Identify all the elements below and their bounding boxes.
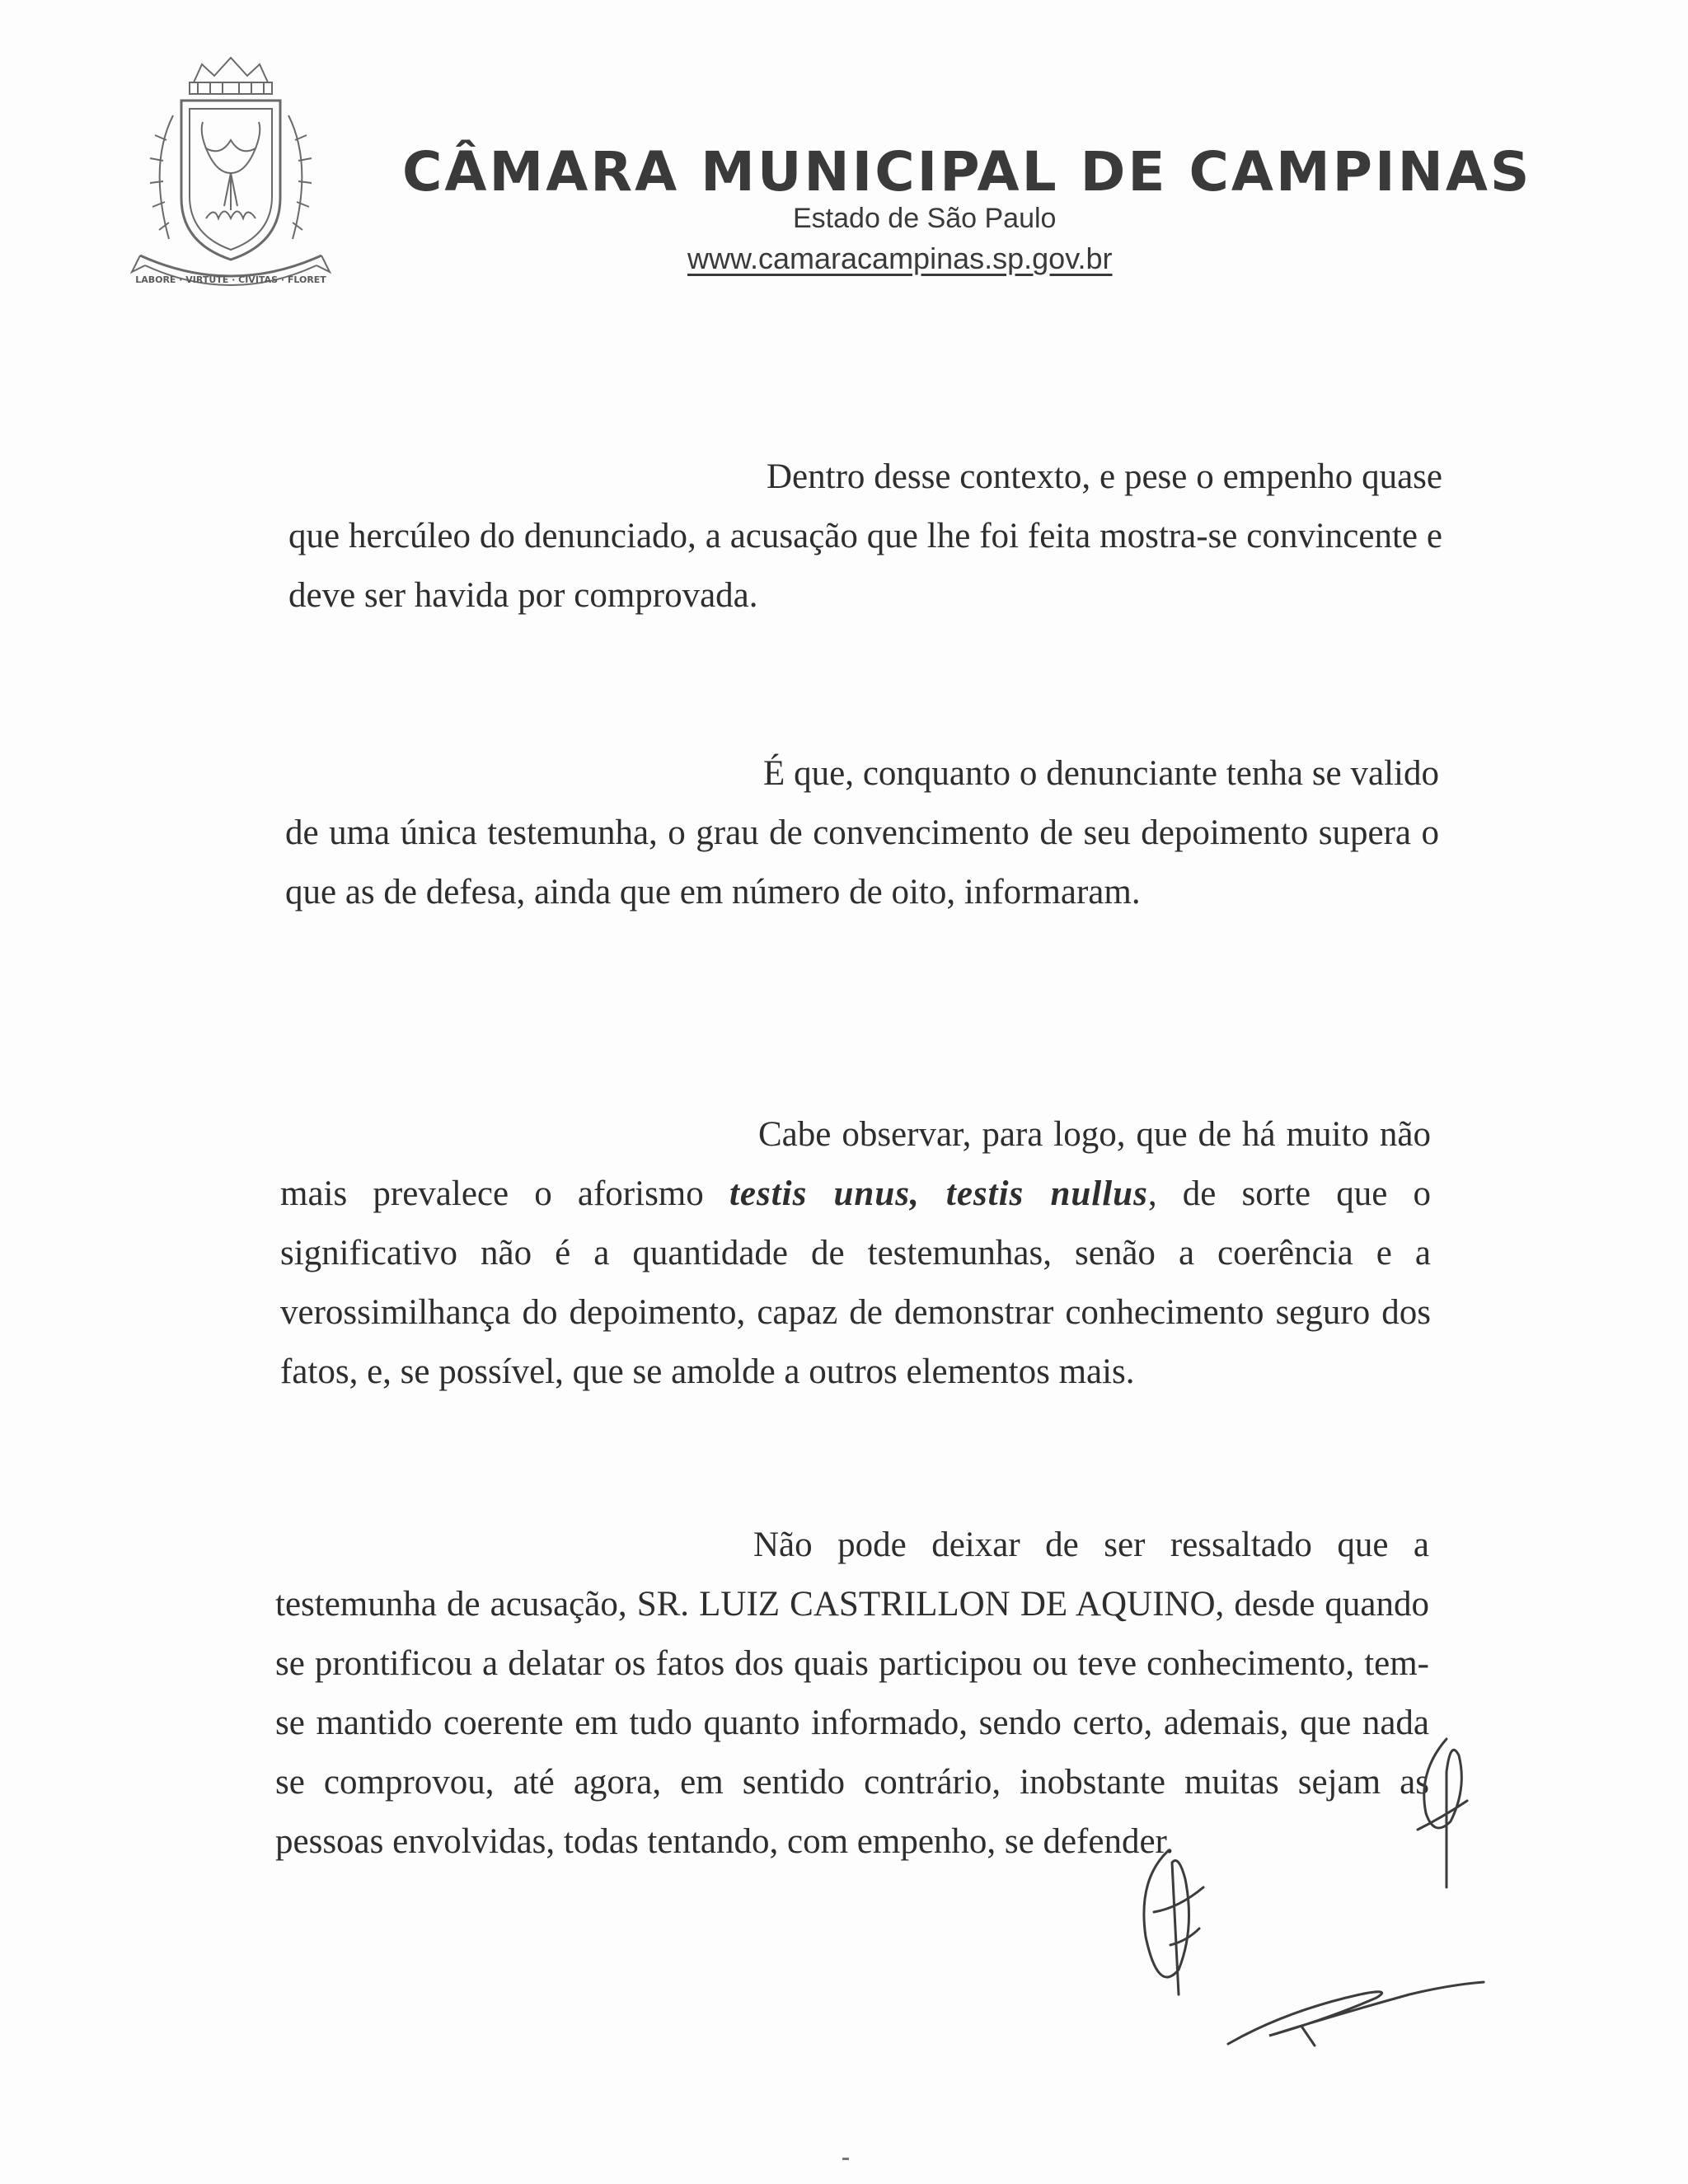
page-footer-mark — [842, 2158, 849, 2160]
paragraph-witness-testimony-text: Não pode deixar de ser ressaltado que a testemunha de acusação, SR. LUIZ CASTRILLON DE AQUINO, desde quando se prontificou a delatar os fatos dos quais participou ou teve conhecimento, tem-se mantido coerente em tudo quanto informado, sendo certo, ademais, que nada se comprovou, até agora, em sentido contrário, inobstante muitas sejam as pessoas envolvidas, todas tentando, com empenho, se defender. — [275, 1526, 1429, 1861]
paragraph-single-witness-text: É que, conquanto o denunciante tenha se valido de uma única testemunha, o grau de convencimento de seu depoimento supera o que as de defesa, ainda que em número de oito, informaram. — [285, 754, 1439, 912]
paragraph-aphorism-text-end: , de sorte que o significativo não é a quantidade de testemunhas, senão a coerência e a verossimilhança do depoimento, capaz de demonstrar conhecimento seguro dos fatos, e, se possível, que se amolde a outros elementos mais. — [280, 1174, 1431, 1391]
paragraph-context-text: Dentro desse contexto, e pese o empenho quase que hercúleo do denunciado, a acusação que lhe foi feita mostra-se convincente e deve ser havida por comprovada. — [288, 457, 1442, 615]
handwritten-signatures — [1121, 1722, 1500, 2069]
paragraph-context — [288, 448, 1442, 626]
paragraph-aphorism-text-start: Cabe observar, para logo, que de há muito não mais prevalece o aforismo — [280, 1115, 1431, 1213]
svg-text:LABORE · VIRTUTE · CIVITAS · F: LABORE · VIRTUTE · CIVITAS · FLORET — [135, 274, 326, 285]
latin-aphorism: testis unus, testis nullus — [729, 1174, 1148, 1213]
state-subtitle: Estado de São Paulo — [793, 203, 1057, 234]
chamber-name-heading: CÂMARA MUNICIPAL DE CAMPINAS — [402, 140, 1532, 204]
paragraph-aphorism — [280, 1105, 1431, 1402]
paragraph-single-witness — [285, 744, 1439, 922]
municipal-seal-logo — [124, 49, 338, 305]
website-link[interactable]: www.camaracampinas.sp.gov.br — [687, 241, 1113, 275]
